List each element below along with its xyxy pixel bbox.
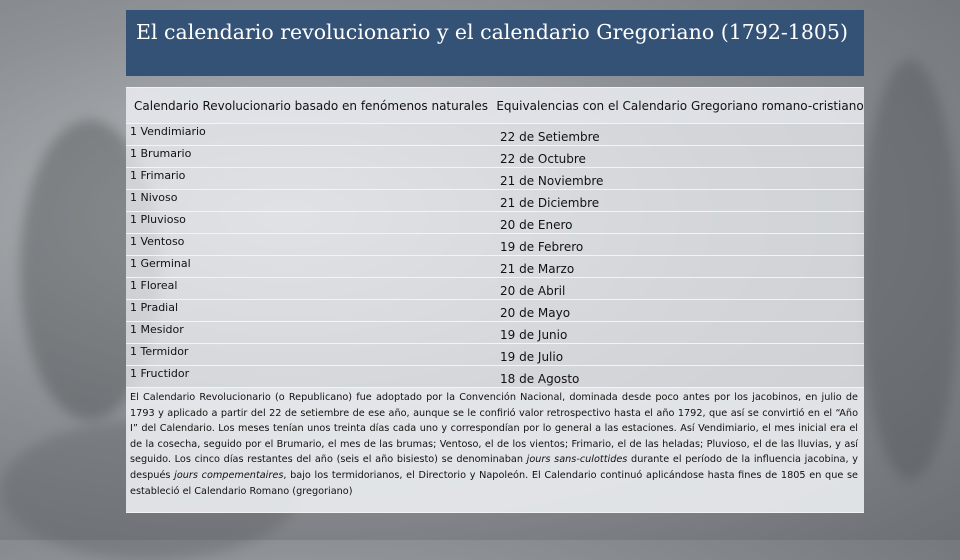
table-row bbox=[126, 124, 864, 146]
revolutionary-date: 1 Floreal bbox=[130, 279, 178, 292]
table-row bbox=[126, 278, 864, 300]
gregorian-date: 19 de Febrero bbox=[500, 240, 584, 254]
revolutionary-date: 1 Nivoso bbox=[130, 191, 178, 204]
gregorian-date: 21 de Diciembre bbox=[500, 196, 600, 210]
note-text: durante el período de la influencia jacobina, y después bbox=[130, 454, 858, 481]
gregorian-date: 19 de Julio bbox=[500, 350, 564, 364]
table-row bbox=[126, 168, 864, 190]
table-header bbox=[126, 88, 864, 124]
note-text: El Calendario Revolucionario (o Republicano) fue adoptado por la Convención Nacional, dominada desde poco antes por los jacobinos, en julio de 1793 y aplicado a partir del 22 de setiembre de ese año, aunque se le confirió valor retrospectivo hasta el año 1792, que así se convirtió en el “Año I” del Calendario. Los meses tenían unos treinta días cada uno y correspondían por lo general a las estaciones. Así Vendimiario, el mes inicial era el de la cosecha, seguido por el Brumario, el mes de las brumas; Ventoso, el de los vientos; Frimario, el de las heladas; Pluvioso, el de las lluvias, y así seguido. Los cinco días restantes del año (seis el año bisiesto) se denominaban bbox=[130, 392, 858, 466]
calendar-table bbox=[126, 87, 864, 513]
gregorian-date: 20 de Enero bbox=[500, 218, 573, 232]
table-row bbox=[126, 344, 864, 366]
revolutionary-date: 1 Termidor bbox=[130, 345, 189, 358]
gregorian-date: 21 de Marzo bbox=[500, 262, 575, 276]
gregorian-date: 22 de Octubre bbox=[500, 152, 586, 166]
gregorian-date: 20 de Mayo bbox=[500, 306, 571, 320]
header-revolutionary: Calendario Revolucionario basado en fenómenos naturales bbox=[134, 98, 488, 113]
revolutionary-date: 1 Pradial bbox=[130, 301, 179, 314]
page-title: El calendario revolucionario y el calendario Gregoriano (1792-1805) bbox=[126, 10, 864, 76]
background-figure bbox=[860, 60, 960, 480]
revolutionary-date: 1 Frimario bbox=[130, 169, 186, 182]
note-text: , bajo los termidorianos, el Directorio y Napoleón. El Calendario continuó aplicándose hasta fines de 1805 en que se estableció el Calendario Romano (gregoriano) bbox=[130, 469, 858, 497]
table-row bbox=[126, 234, 864, 256]
gregorian-date: 18 de Agosto bbox=[500, 372, 580, 386]
revolutionary-date: 1 Vendimiario bbox=[130, 125, 206, 138]
header-gregorian: Equivalencias con el Calendario Gregoriano romano-cristiano bbox=[496, 98, 864, 113]
table-row bbox=[126, 190, 864, 212]
note-italic: jours sans-culottides bbox=[526, 454, 628, 466]
gregorian-date: 22 de Setiembre bbox=[500, 130, 600, 144]
gregorian-date: 20 de Abril bbox=[500, 284, 566, 298]
gregorian-date: 19 de Junio bbox=[500, 328, 568, 342]
table-row bbox=[126, 322, 864, 344]
revolutionary-date: 1 Germinal bbox=[130, 257, 191, 270]
table-row bbox=[126, 300, 864, 322]
revolutionary-date: 1 Brumario bbox=[130, 147, 192, 160]
table-row bbox=[126, 146, 864, 168]
revolutionary-date: 1 Fructidor bbox=[130, 367, 190, 380]
note-italic: jours compementaires bbox=[174, 469, 284, 481]
table-row bbox=[126, 256, 864, 278]
revolutionary-date: 1 Ventoso bbox=[130, 235, 185, 248]
table-row bbox=[126, 366, 864, 388]
revolutionary-date: 1 Pluvioso bbox=[130, 213, 186, 226]
revolutionary-date: 1 Mesidor bbox=[130, 323, 184, 336]
explanatory-note bbox=[126, 388, 864, 512]
gregorian-date: 21 de Noviembre bbox=[500, 174, 604, 188]
table-row bbox=[126, 212, 864, 234]
